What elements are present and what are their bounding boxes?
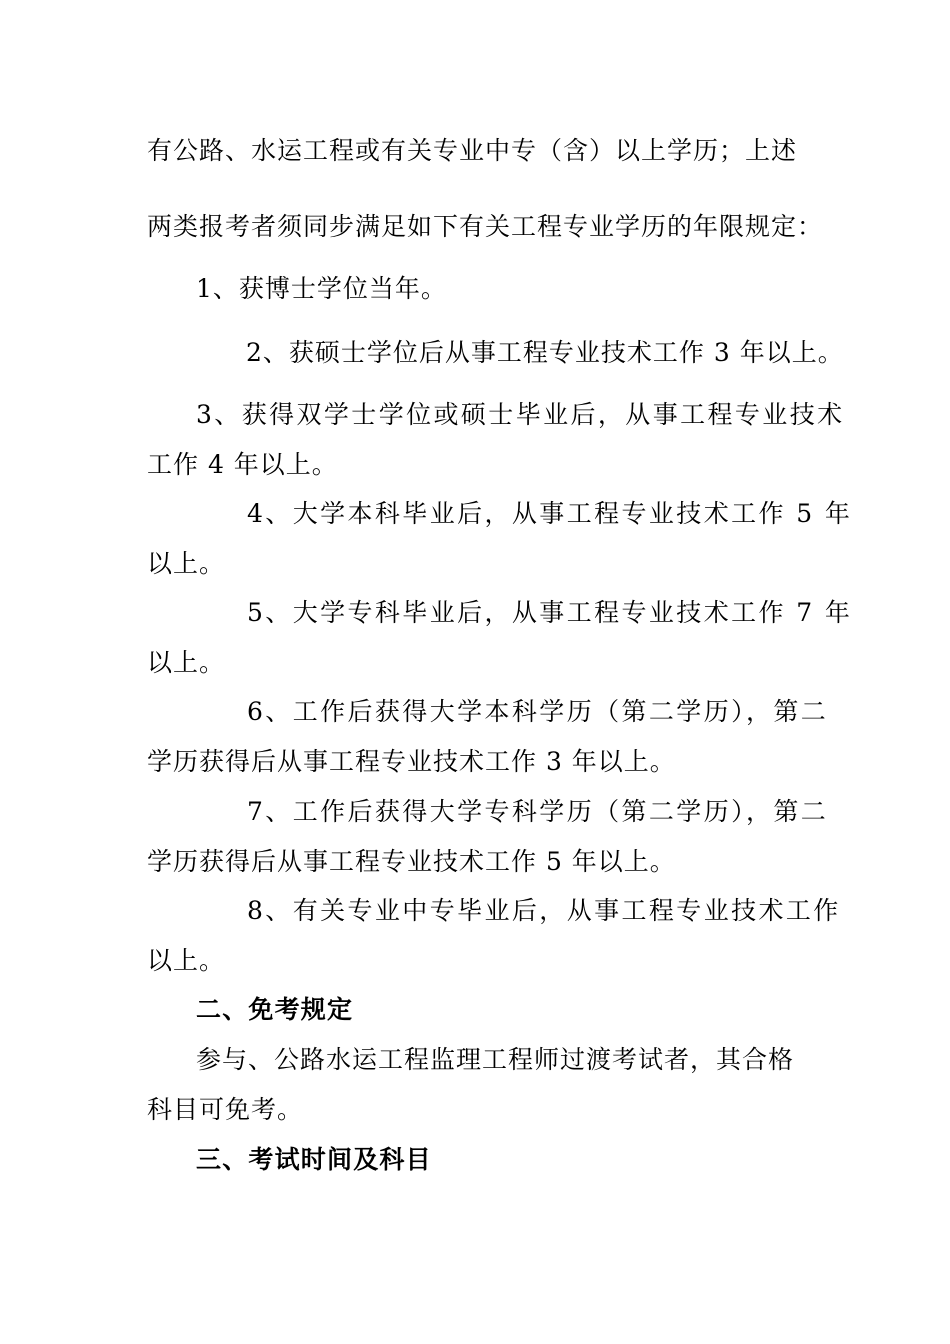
list-item: 8、有关专业中专毕业后，从事工程专业技术工作: [247, 896, 841, 925]
list-item: 7、工作后获得大学专科学历（第二学历），第二: [247, 797, 829, 826]
list-item-continuation: 以上。: [147, 549, 226, 578]
list-item: 6、工作后获得大学本科学历（第二学历），第二: [247, 697, 829, 726]
section-heading: 三、考试时间及科目: [196, 1145, 432, 1174]
paragraph-line: 有公路、水运工程或有关专业中专（含）以上学历；上述: [147, 136, 798, 165]
paragraph-line: 两类报考者须同步满足如下有关工程专业学历的年限规定：: [147, 212, 824, 241]
list-item-continuation: 以上。: [147, 648, 226, 677]
list-item-continuation: 学历获得后从事工程专业技术工作 5 年以上。: [147, 847, 676, 876]
list-item-continuation: 工作 4 年以上。: [147, 450, 338, 479]
section-heading: 二、免考规定: [196, 995, 354, 1024]
paragraph-line: 参与、公路水运工程监理工程师过渡考试者，其合格: [196, 1045, 795, 1074]
list-item-continuation: 学历获得后从事工程专业技术工作 3 年以上。: [147, 747, 676, 776]
list-item: 4、大学本科毕业后，从事工程专业技术工作 5 年: [247, 499, 853, 528]
list-item: 1、获博士学位当年。: [196, 274, 447, 303]
list-item: 2、获硕士学位后从事工程专业技术工作 3 年以上。: [246, 338, 844, 367]
list-item-continuation: 以上。: [147, 946, 226, 975]
list-item: 3、获得双学士学位或硕士毕业后，从事工程专业技术: [196, 400, 845, 429]
list-item: 5、大学专科毕业后，从事工程专业技术工作 7 年: [247, 598, 853, 627]
paragraph-line: 科目可免考。: [147, 1095, 304, 1124]
